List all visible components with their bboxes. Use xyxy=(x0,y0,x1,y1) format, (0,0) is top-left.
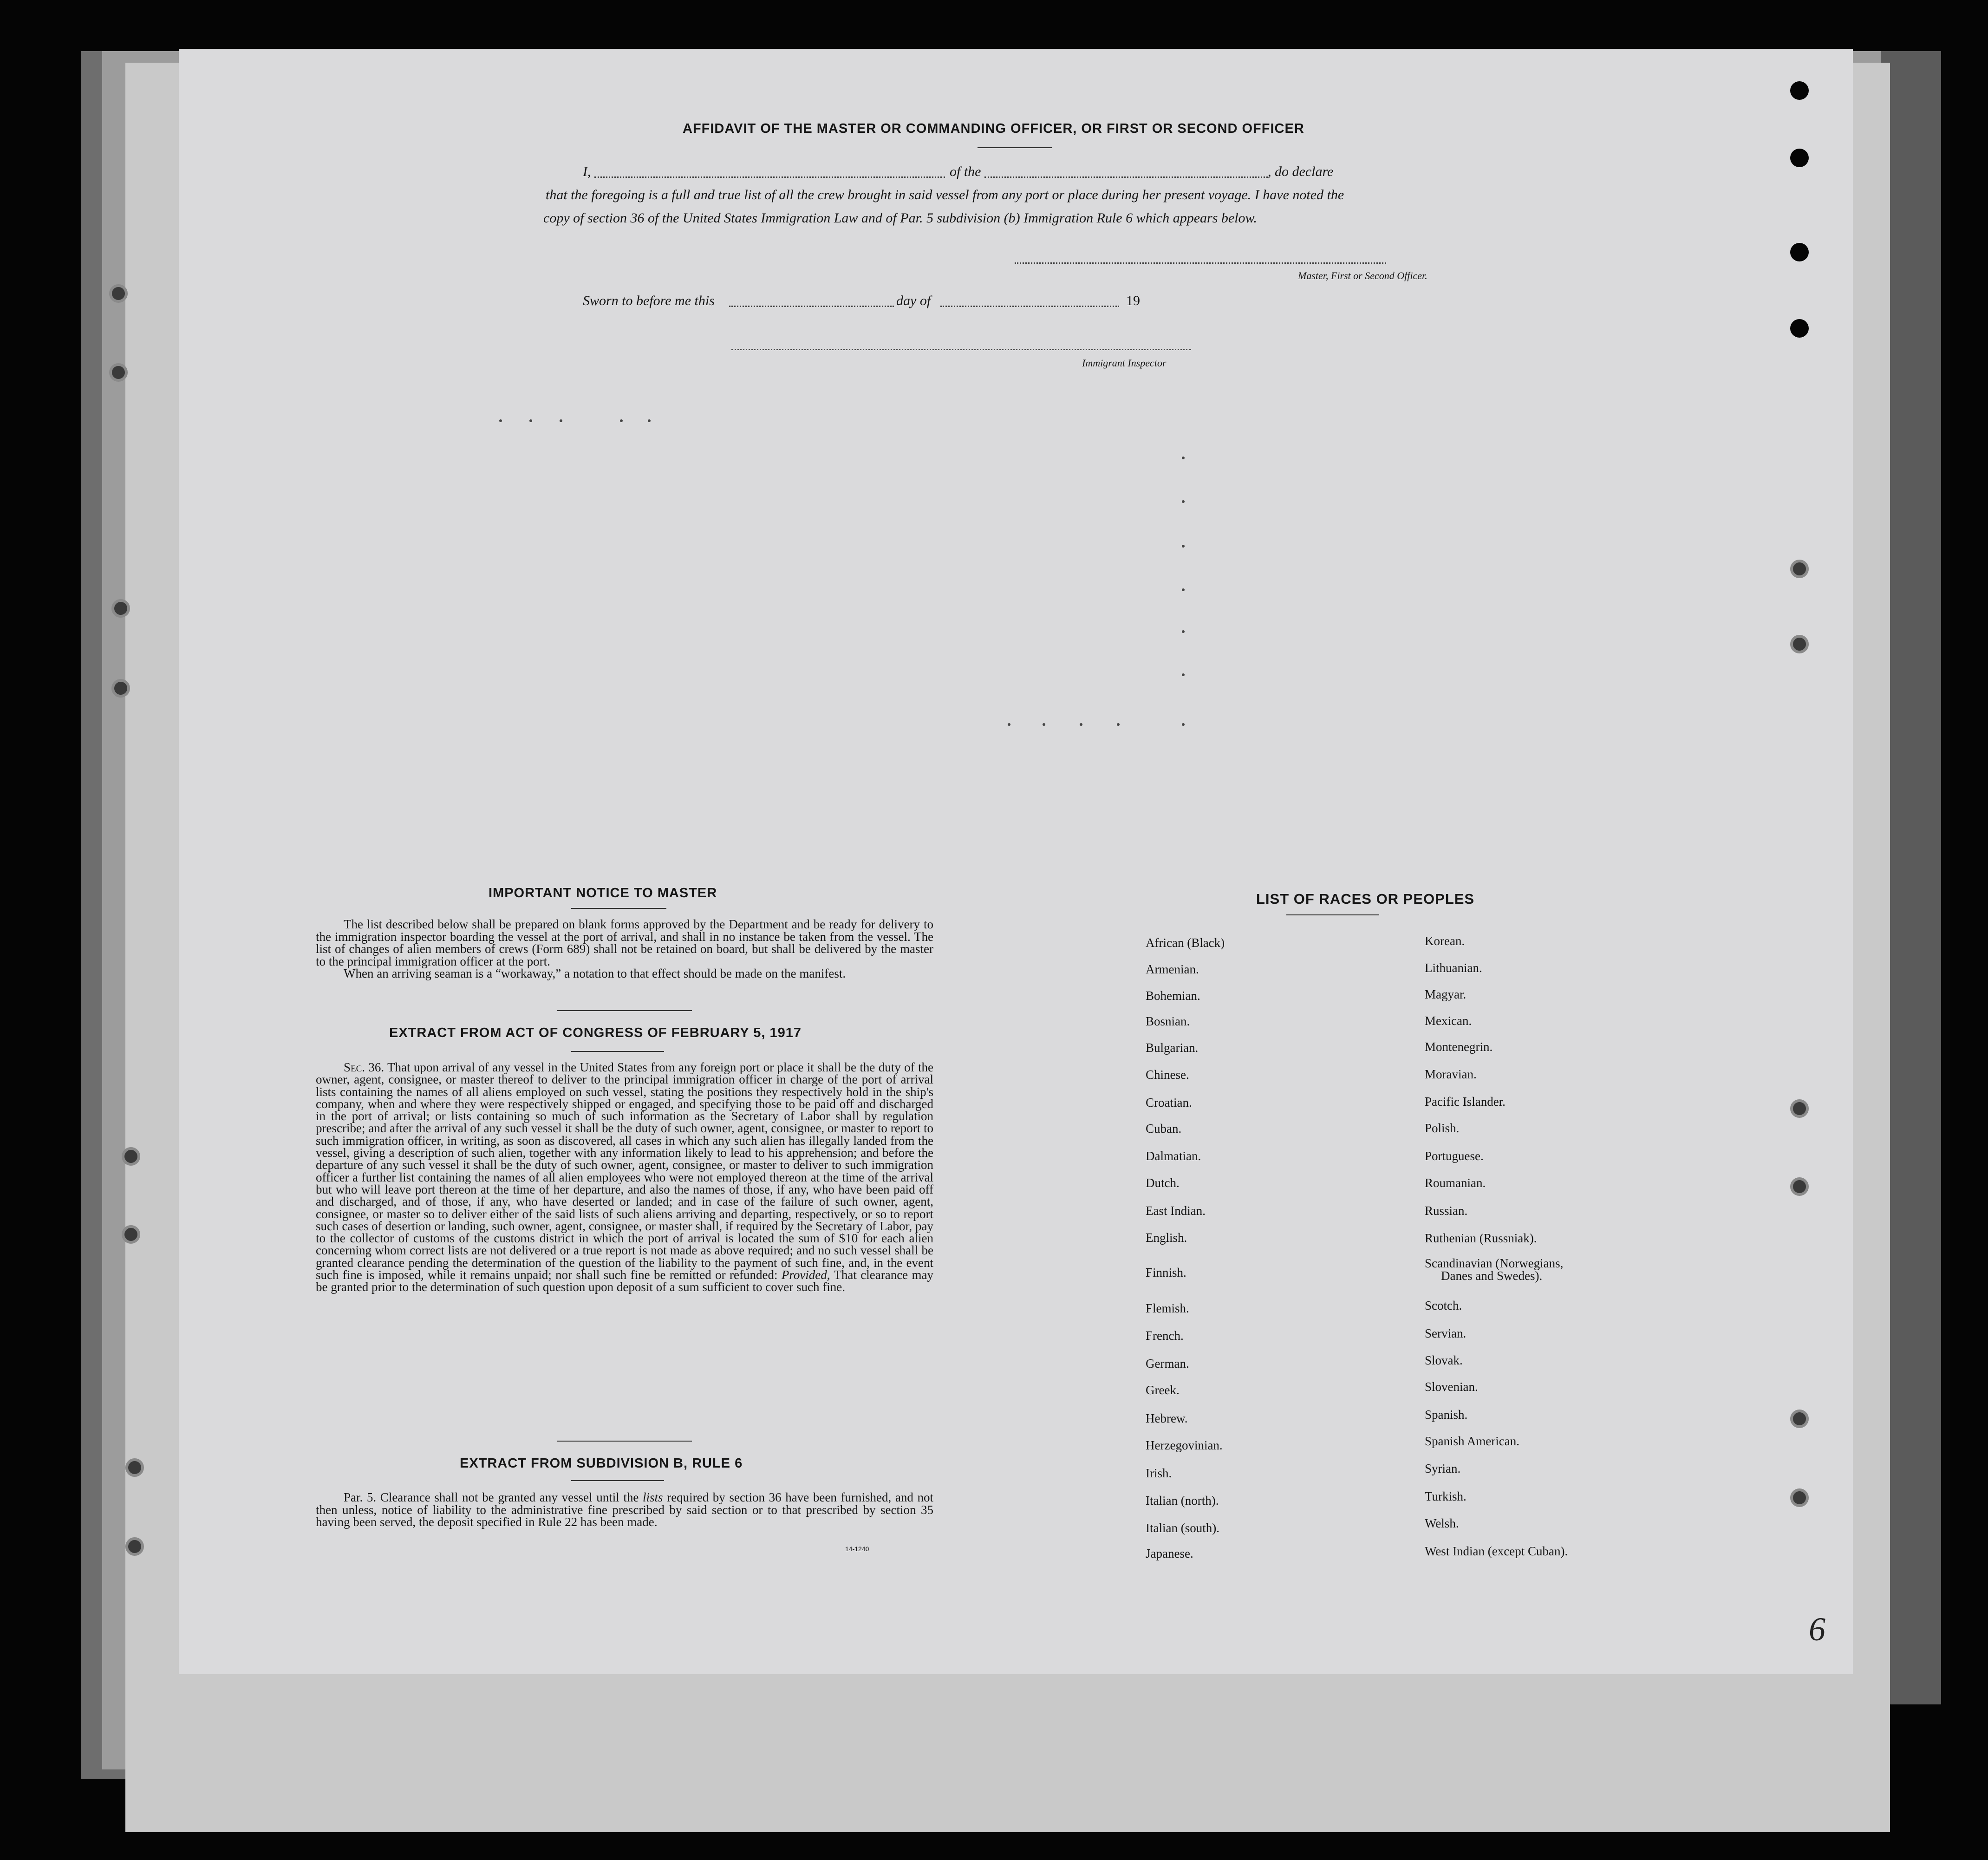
extract-act-text xyxy=(316,1061,933,1293)
race-item: Cuban. xyxy=(1146,1122,1182,1136)
race-item: Bulgarian. xyxy=(1146,1041,1199,1055)
binder-hole xyxy=(1790,1410,1809,1428)
document-page xyxy=(179,49,1853,1674)
speck xyxy=(499,419,502,422)
race-item: Chinese. xyxy=(1146,1068,1189,1082)
binder-hole xyxy=(1790,81,1809,100)
divider xyxy=(571,908,666,909)
speck xyxy=(560,419,562,422)
binder-hole xyxy=(109,363,128,382)
notice-title: IMPORTANT NOTICE TO MASTER xyxy=(489,886,717,901)
month-blank xyxy=(940,306,1119,307)
speck xyxy=(1008,723,1010,726)
extract-rule-body: Par. 5. Clearance shall not be granted any vessel until the xyxy=(344,1490,639,1504)
extract-rule-body-end: required by section 36 have been furnished, and not then unless, notice of liability to the administrative fine prescribed by said section or to that prescribed by section 35 having been served, the deposit specified in Rule 22 has been made. xyxy=(316,1490,934,1529)
affidavit-i-label: I, xyxy=(583,164,591,179)
year-prefix: 19 xyxy=(1126,293,1140,308)
race-item: Spanish American. xyxy=(1425,1434,1519,1448)
speck xyxy=(648,419,651,422)
signature-label: Master, First or Second Officer. xyxy=(1298,270,1427,281)
race-item: English. xyxy=(1146,1231,1187,1245)
divider xyxy=(557,1441,692,1442)
race-item: Spanish. xyxy=(1425,1408,1468,1422)
speck xyxy=(529,419,532,422)
binder-hole xyxy=(1790,149,1809,167)
name-blank xyxy=(594,176,945,178)
race-item: Montenegrin. xyxy=(1425,1040,1493,1054)
provided-word: Provided, xyxy=(781,1268,830,1282)
race-item: Finnish. xyxy=(1146,1266,1186,1279)
binder-hole xyxy=(111,599,130,618)
binder-hole xyxy=(1790,319,1809,338)
race-item: Flemish. xyxy=(1146,1301,1189,1315)
race-item: German. xyxy=(1146,1357,1189,1371)
race-item: Bohemian. xyxy=(1146,989,1200,1003)
inspector-label: Immigrant Inspector xyxy=(1082,357,1167,369)
race-item: Welsh. xyxy=(1425,1516,1459,1530)
race-item: Herzegovinian. xyxy=(1146,1438,1223,1452)
race-item: West Indian (except Cuban). xyxy=(1425,1544,1568,1558)
race-item: Pacific Islander. xyxy=(1425,1095,1506,1109)
race-item: Magyar. xyxy=(1425,987,1467,1001)
handwritten-page-mark: 6 xyxy=(1809,1611,1825,1648)
affidavit-of-label: of the xyxy=(950,164,981,179)
race-item: Servian. xyxy=(1425,1326,1467,1340)
extract-act-title: EXTRACT FROM ACT OF CONGRESS OF FEBRUARY 5, 1917 xyxy=(389,1025,802,1040)
speck xyxy=(1117,723,1120,726)
speck xyxy=(1182,457,1185,459)
extract-act-body: That upon arrival of any vessel in the United States from any foreign port or place it shall be the duty of the owner, agent, consignee, or master thereof to deliver to the principal immigration officer in charge of the port of arrival lists containing the names of all aliens employed on such vessel, stating the positions they respectively hold in the ship's company, when and where they were respectively shipped or engaged, and specifying those to be paid off and discharged in the port of arrival; or lists containing so much of such information as the Secretary of Labor shall by regulation prescribe; and after the arrival of any such vessel it shall be the duty of such owner, agent, consignee, or master to report to such immigration officer, in writing, as soon as discovered, all cases in which any such alien has illegally landed from the vessel, giving a description of such alien, together with any information likely to lead to his apprehension; and before the departure of any such vessel it shall be the duty of such owner, agent, consignee, or master to deliver to such immigration officer a further list containing the names of all alien employees who were not employed thereon at the time of the arrival but who will leave port thereon at the time of her departure, and also the names of those, if any, who have been paid off and discharged, and of those, if any, who have deserted or landed; and in case of the failure of such owner, agent, consignee, or master so to deliver either of the said lists of such aliens arriving and departing, respectively, or so to report such cases of desertion or landing, such owner, agent, consignee, or master shall, if required by the Secretary of Labor, pay to the collector of customs of the customs district in which the port of arrival is located the sum of $10 for each alien concerning whom correct lists are not delivered or a true report is not made as above required; and no such vessel shall be granted clearance pending the determination of the question of the liability to the payment of such fine, and, in the event such fine is imposed, while it remains unpaid; nor shall such fine be remitted or refunded: xyxy=(316,1060,933,1282)
binder-hole xyxy=(1790,1488,1809,1507)
binder-hole xyxy=(1790,1099,1809,1118)
binder-hole xyxy=(122,1225,140,1244)
race-item: Bosnian. xyxy=(1146,1014,1190,1028)
race-item: Polish. xyxy=(1425,1121,1460,1135)
binder-hole xyxy=(1790,635,1809,653)
race-item: Irish. xyxy=(1146,1466,1172,1480)
speck xyxy=(1043,723,1045,726)
race-item: French. xyxy=(1146,1329,1184,1343)
race-item: Slovak. xyxy=(1425,1353,1463,1367)
race-item: Hebrew. xyxy=(1146,1411,1188,1425)
divider xyxy=(978,147,1052,148)
race-item: Portuguese. xyxy=(1425,1149,1484,1163)
affidavit-line2: that the foregoing is a full and true list of all the crew brought in said vessel from any port or place during her present voyage. I have noted the xyxy=(546,187,1344,202)
speck xyxy=(1080,723,1082,726)
race-item: Armenian. xyxy=(1146,962,1199,976)
sworn-label: Sworn to before me this xyxy=(583,293,715,308)
binder-hole xyxy=(1790,560,1809,578)
affidavit-line3: copy of section 36 of the United States Immigration Law and of Par. 5 subdivision (b) Immigration Rule 6 which appears below. xyxy=(543,210,1257,226)
divider xyxy=(571,1480,664,1481)
race-item: Scandinavian (Norwegians, xyxy=(1425,1256,1564,1270)
race-item: Mexican. xyxy=(1425,1014,1472,1028)
binder-hole xyxy=(125,1458,144,1477)
divider xyxy=(557,1010,692,1011)
signature-blank xyxy=(1015,262,1386,264)
race-item: Dutch. xyxy=(1146,1176,1180,1190)
race-item: Russian. xyxy=(1425,1204,1468,1218)
extract-act-body-end: That clearance may be granted prior to the determination of such question upon deposit of a sum sufficient to cover such fine. xyxy=(316,1268,934,1294)
race-item: Danes and Swedes). xyxy=(1441,1269,1543,1283)
affidavit-declare-label: , do declare xyxy=(1268,164,1334,179)
race-item: Ruthenian (Russniak). xyxy=(1425,1231,1537,1245)
race-item: Italian (north). xyxy=(1146,1494,1219,1508)
vessel-blank xyxy=(984,176,1268,178)
sworn-day-blank xyxy=(729,306,894,307)
race-item: East Indian. xyxy=(1146,1204,1206,1218)
binder-hole xyxy=(1790,1177,1809,1196)
speck xyxy=(1182,545,1185,548)
race-item: Croatian. xyxy=(1146,1096,1192,1109)
affidavit-title: AFFIDAVIT OF THE MASTER OR COMMANDING OFFICER, OR FIRST OR SECOND OFFICER xyxy=(683,121,1304,136)
speck xyxy=(1182,723,1185,726)
race-item: Lithuanian. xyxy=(1425,961,1482,975)
speck xyxy=(1182,500,1185,503)
race-item: Scotch. xyxy=(1425,1299,1462,1312)
extract-rule-title: EXTRACT FROM SUBDIVISION B, RULE 6 xyxy=(460,1456,743,1471)
binder-hole xyxy=(1790,243,1809,261)
divider xyxy=(571,1051,664,1052)
binder-hole xyxy=(125,1537,144,1556)
form-number: 14-1240 xyxy=(845,1545,869,1553)
race-item: Turkish. xyxy=(1425,1489,1467,1503)
speck xyxy=(620,419,623,422)
race-item: Roumanian. xyxy=(1425,1176,1486,1190)
lists-word: lists xyxy=(643,1490,663,1504)
race-item: Moravian. xyxy=(1425,1067,1477,1081)
speck xyxy=(1182,673,1185,676)
speck xyxy=(1182,588,1185,591)
binder-hole xyxy=(109,284,128,303)
notice-paragraph-2: When an arriving seaman is a “workaway,” a notation to that effect should be made on the manifest. xyxy=(344,966,846,980)
notice-paragraph-1: The list described below shall be prepared on blank forms approved by the Department and be ready for delivery to the immigration inspector boarding the vessel at the port of arrival, and shall in no instance be taken from the vessel. The list of changes of alien members of crews (Form 689) shall not be retained on board, but shall be delivered by the master to the principal immigration officer at the port. xyxy=(316,917,933,968)
race-item: Dalmatian. xyxy=(1146,1149,1201,1163)
extract-rule-text xyxy=(316,1491,933,1528)
race-item: Italian (south). xyxy=(1146,1521,1219,1535)
race-item: African (Black) xyxy=(1146,936,1225,950)
binder-hole xyxy=(111,679,130,698)
inspector-signature-blank xyxy=(731,349,1191,350)
races-title: LIST OF RACES OR PEOPLES xyxy=(1256,891,1475,907)
divider xyxy=(1286,914,1379,915)
speck xyxy=(1182,630,1185,633)
race-item: Syrian. xyxy=(1425,1462,1461,1475)
race-item: Japanese. xyxy=(1146,1547,1193,1560)
race-item: Slovenian. xyxy=(1425,1380,1478,1394)
binder-hole xyxy=(122,1147,140,1166)
race-item: Greek. xyxy=(1146,1383,1180,1397)
race-item: Korean. xyxy=(1425,934,1465,948)
section-number: Sec. 36. xyxy=(344,1060,385,1074)
day-of-label: day of xyxy=(896,293,931,308)
